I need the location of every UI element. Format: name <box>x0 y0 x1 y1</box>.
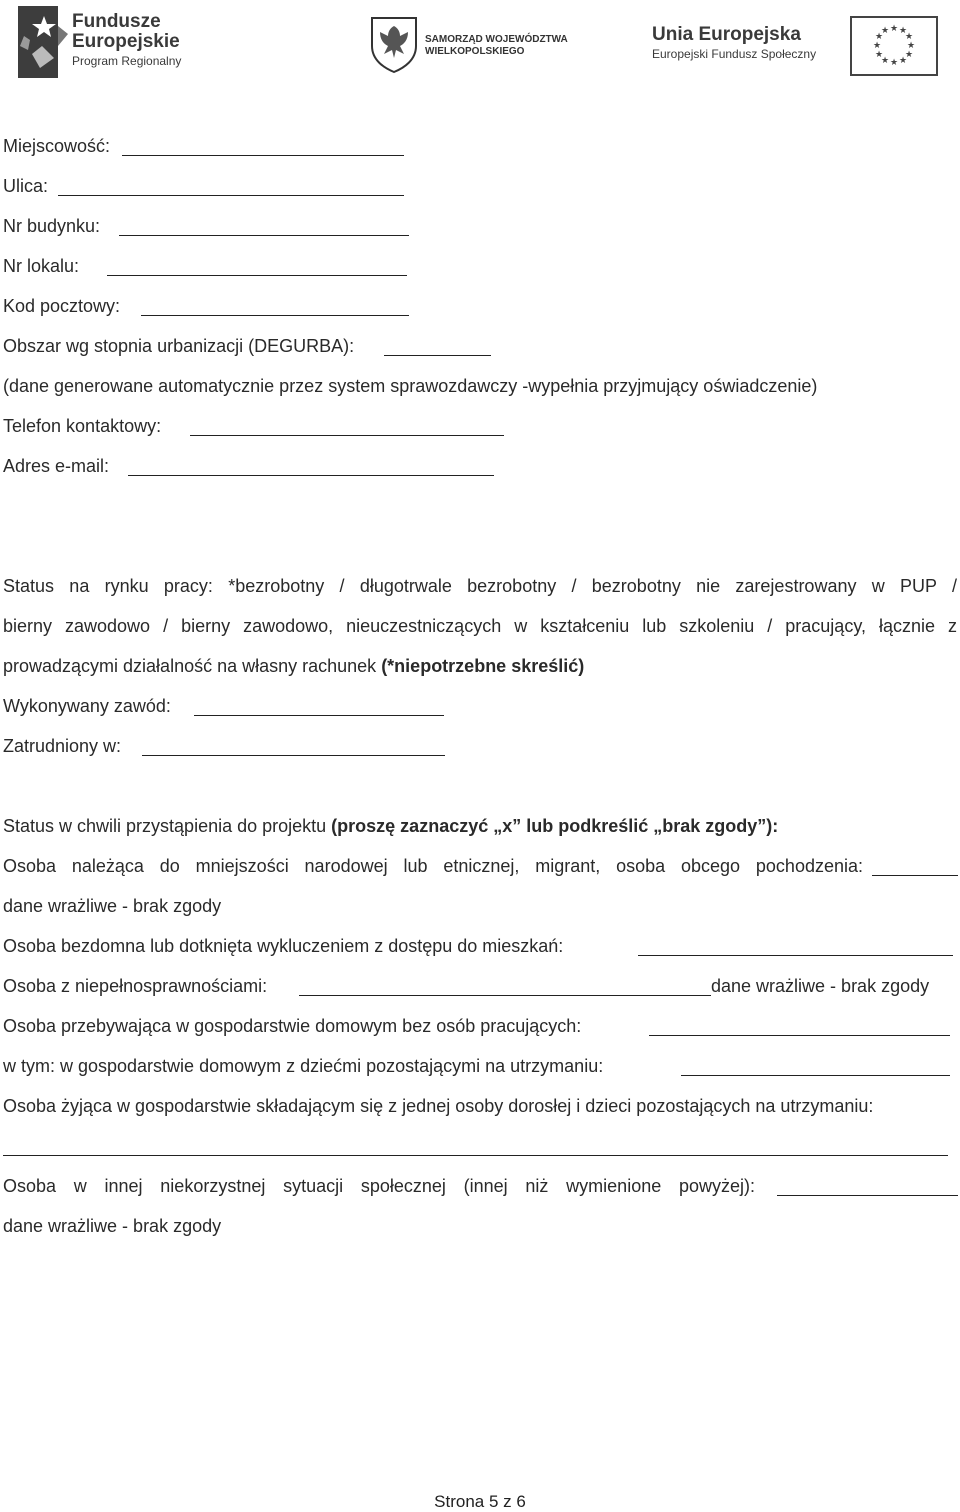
jedna-osoba-label: Osoba żyjąca w gospodarstwie składającym się z jednej osoby dorosłej i dzieci pozostających na utrzymaniu: <box>3 1096 874 1116</box>
bez-pracujacych-field[interactable] <box>649 1035 950 1036</box>
zawod-field[interactable] <box>194 715 444 716</box>
niepelnosprawna-field[interactable] <box>299 995 711 996</box>
bezdomna-label: Osoba bezdomna lub dotknięta wykluczeniem z dostępu do mieszkań: <box>3 936 564 956</box>
miejscowosc-label: Miejscowość: <box>3 136 111 156</box>
status-rynek-line3-text: prowadzącymi działalność na własny rachunek <box>3 656 382 676</box>
svg-text:★: ★ <box>889 24 899 34</box>
nr-budynku-field[interactable] <box>119 235 409 236</box>
dane-wrazliwe-1[interactable]: dane wrażliwe - brak zgody <box>3 896 222 916</box>
svg-text:★: ★ <box>906 41 916 51</box>
status-projekt-instruction: (proszę zaznaczyć „x” lub podkreślić „brak zgody”): <box>331 816 779 836</box>
fe-logo-line3: Program Regionalny <box>72 54 182 68</box>
ulica-field[interactable] <box>58 195 404 196</box>
niepotrzebne-skreslic-note: (*niepotrzebne skreślić) <box>381 656 585 676</box>
svg-text:★: ★ <box>880 26 890 36</box>
bezdomna-field[interactable] <box>638 955 953 956</box>
telefon-label: Telefon kontaktowy: <box>3 416 162 436</box>
email-field[interactable] <box>128 475 494 476</box>
status-projekt-heading-text: Status w chwili przystąpienia do projektu <box>3 816 332 836</box>
svg-text:★: ★ <box>898 56 908 66</box>
jedna-osoba-field[interactable] <box>3 1155 948 1156</box>
svg-text:★: ★ <box>904 32 914 42</box>
nr-lokalu-label: Nr lokalu: <box>3 256 80 276</box>
svg-text:★: ★ <box>872 41 882 51</box>
miejscowosc-field[interactable] <box>122 155 404 156</box>
ue-logo-line2: Europejski Fundusz Społeczny <box>652 47 817 61</box>
bez-pracujacych-label: Osoba przebywająca w gospodarstwie domowym bez osób pracujących: <box>3 1016 582 1036</box>
z-dziecmi-label: w tym: w gospodarstwie domowym z dziećmi pozostającymi na utrzymaniu: <box>3 1056 604 1076</box>
fundusze-europejskie-logo <box>18 6 198 78</box>
kod-pocztowy-label: Kod pocztowy: <box>3 296 121 316</box>
page-number: Strona 5 z 6 <box>434 1492 526 1511</box>
niepelnosprawna-label: Osoba z niepełnosprawnościami: <box>3 976 268 996</box>
degurba-field[interactable] <box>384 355 491 356</box>
ulica-label: Ulica: <box>3 176 49 196</box>
status-rynek-line1: Status na rynku pracy: *bezrobotny / długotrwale bezrobotny / bezrobotny nie zarejestrowany w PUP / <box>3 576 957 596</box>
email-label: Adres e-mail: <box>3 456 110 476</box>
kod-pocztowy-field[interactable] <box>141 315 409 316</box>
degurba-note: (dane generowane automatycznie przez system sprawozdawczy -wypełnia przyjmujący oświadczenie) <box>3 376 818 396</box>
status-projekt-heading <box>3 815 778 837</box>
fe-emblem-icon <box>18 6 68 78</box>
z-dziecmi-field[interactable] <box>681 1075 950 1076</box>
zatrudniony-field[interactable] <box>142 755 445 756</box>
degurba-label: Obszar wg stopnia urbanizacji (DEGURBA): <box>3 336 355 356</box>
zawod-label: Wykonywany zawód: <box>3 696 171 716</box>
dane-wrazliwe-3[interactable]: dane wrażliwe - brak zgody <box>3 1216 222 1236</box>
mniejszosc-field[interactable] <box>872 875 958 876</box>
sw-logo-line2: WIELKOPOLSKIEGO <box>425 46 525 57</box>
inna-sytuacja-label: Osoba w innej niekorzystnej sytuacji społecznej (innej niż wymienione powyżej): <box>3 1176 755 1196</box>
status-rynek-line2: bierny zawodowo / bierny zawodowo, nieuczestniczących w kształceniu lub szkoleniu / pracujący, łącznie z <box>3 616 957 636</box>
nr-lokalu-field[interactable] <box>107 275 407 276</box>
samorzad-wojewodztwa-logo <box>368 14 578 74</box>
eu-flag-icon <box>850 16 938 76</box>
unia-europejska-logo <box>652 12 942 76</box>
eagle-shield-icon <box>368 14 420 74</box>
svg-text:★: ★ <box>889 58 899 68</box>
header-logos <box>0 0 960 90</box>
svg-text:★: ★ <box>880 56 890 66</box>
zatrudniony-label: Zatrudniony w: <box>3 736 122 756</box>
svg-text:★: ★ <box>904 50 914 60</box>
svg-text:★: ★ <box>898 26 908 36</box>
telefon-field[interactable] <box>190 435 504 436</box>
mniejszosc-label: Osoba należąca do mniejszości narodowej lub etnicznej, migrant, osoba obcego pochodzenia: <box>3 856 863 876</box>
dane-wrazliwe-2[interactable]: dane wrażliwe - brak zgody <box>711 976 930 996</box>
fe-logo-line1: Fundusze <box>72 11 161 32</box>
fe-logo-line2: Europejskie <box>72 31 180 52</box>
ue-logo-line1: Unia Europejska <box>652 24 801 45</box>
inna-sytuacja-field[interactable] <box>777 1195 958 1196</box>
svg-text:★: ★ <box>874 32 884 42</box>
svg-text:★: ★ <box>874 50 884 60</box>
status-rynek-line3 <box>3 655 584 677</box>
sw-logo-line1: SAMORZĄD WOJEWÓDZTWA <box>425 34 568 45</box>
nr-budynku-label: Nr budynku: <box>3 216 101 236</box>
